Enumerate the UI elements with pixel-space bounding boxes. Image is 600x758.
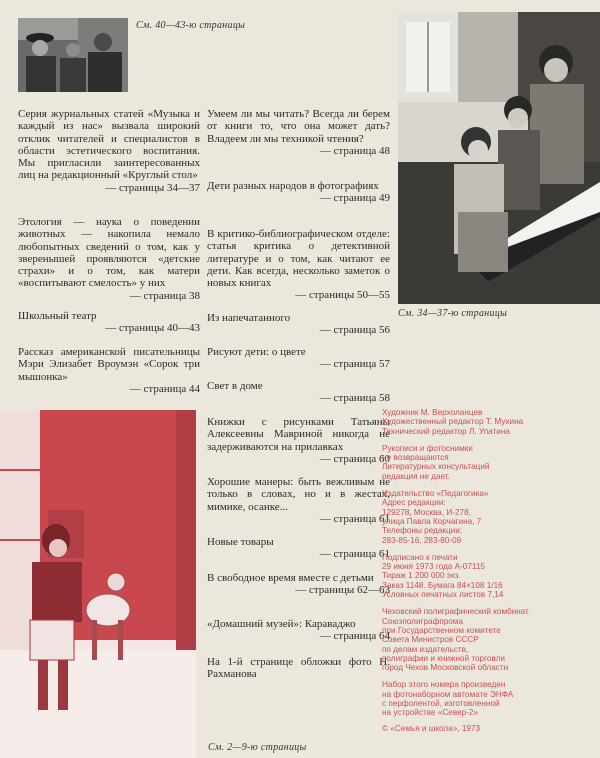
credits-typesetting: Набор этого номера произведен на фотонаборном автомате ЭНФА с перфолентой, изготовленной на устройстве «Север-2» — [382, 680, 514, 718]
toc-entry-children-photos: Дети разных народов в фотографиях — страница 49 — [207, 180, 390, 205]
copyright: © «Семья и школа», 1973 — [382, 723, 481, 733]
toc-entry-mavrina-books: Книжки с рисунками Татьяны Алексеевны Мавриной никогда не задерживаются на прилавках — страница 60 — [207, 416, 390, 465]
toc-entry-free-time: В свободное время вместе с детьми — страницы 62—63 — [207, 572, 390, 597]
photo-theater-children — [18, 18, 128, 92]
toc-entry-ethology: Этология — наука о поведении животных — накопила немало любопытных сведений о том, как у зверенышей проявляются «детские страхи» и о том, как матери «воспитывают смелость» у них — страница 38 — [18, 216, 200, 302]
toc-entry-children-draw: Рисуют дети: о цвете — страница 57 — [207, 346, 390, 371]
photo-piano-lesson — [398, 12, 600, 304]
toc-entry-good-manners: Хорошие манеры: быть вежливым не только в словах, но и в жестах, мимике, осанке... — страница 61 — [207, 476, 390, 525]
toc-entry-from-printed: Из напечатанного — страница 56 — [207, 312, 390, 337]
credits-print-info: Подписано к печати 29 июня 1973 года А-07115 Тираж 1 200 000 экз. Заказ 1148. Бумага 84×108 1/16 Условных печатных листов 7,14 — [382, 552, 504, 600]
toc-entry-new-goods: Новые товары — страница 61 — [207, 536, 390, 561]
credits-manuscripts: Рукописи и фотоснимки не возвращаются Литературных консультаций редакция не дает. — [382, 443, 490, 481]
credits-publisher-address: Издательство «Педагогика» Адрес редакции: 129278, Москва, И-278, улица Павла Корчагина, 7 Телефоны редакции: 283-85-16, 283-80-09 — [382, 489, 489, 545]
caption-top-left: См. 40—43-ю страницы — [136, 20, 246, 31]
toc-entry-music-roundtable: Серия журнальных статей «Музыка и каждый из нас» вызвала широкий отклик читателей и специалистов в области эстетического воспитания. Мы пригласили заинтересованных лиц на редакционный «Круглый стол» — страницы 34—37 — [18, 108, 200, 194]
toc-entry-criticism: В критико-библиографическом отделе: статья критика о детективной литературе и о том, как читают ее дети. Как всегда, несколько заметок о новых книгах — страницы 50—55 — [207, 228, 390, 302]
toc-entry-home-museum: «Домашний музей»: Караваджо — страница 64 — [207, 618, 390, 643]
photo-girl-with-calf — [0, 410, 196, 758]
credits-editors: Художник М. Верхоланцев Художественный редактор Т. Мухина Технический редактор Л. Упатина — [382, 408, 524, 436]
credits-block — [382, 408, 594, 733]
caption-bottom: См. 2—9-ю страницы — [208, 742, 307, 753]
caption-right: См. 34—37-ю страницы — [398, 308, 508, 319]
toc-entry-cover-photo: На 1-й странице обложки фото Н. Рахманова — [207, 656, 390, 681]
credits-printing-plant: Чеховский полиграфический комбинат Союзполиграфпрома при Государственном комитете Совета Министров СССР по делам издательств, полиграфии и книжной торговли город Чехов Московской области — [382, 607, 529, 673]
toc-entry-school-theater: Школьный театр — страницы 40—43 — [18, 310, 200, 335]
toc-entry-reading: Умеем ли мы читать? Всегда ли берем от книги то, что она может дать? Владеем ли мы техникой чтения? — страница 48 — [207, 108, 390, 157]
toc-entry-home-light: Свет в доме — страница 58 — [207, 380, 390, 405]
toc-entry-forty-three-mice: Рассказ американской писательницы Мэри Элизабет Вроумэн «Сорок три мышонка» — страница 44 — [18, 346, 200, 395]
